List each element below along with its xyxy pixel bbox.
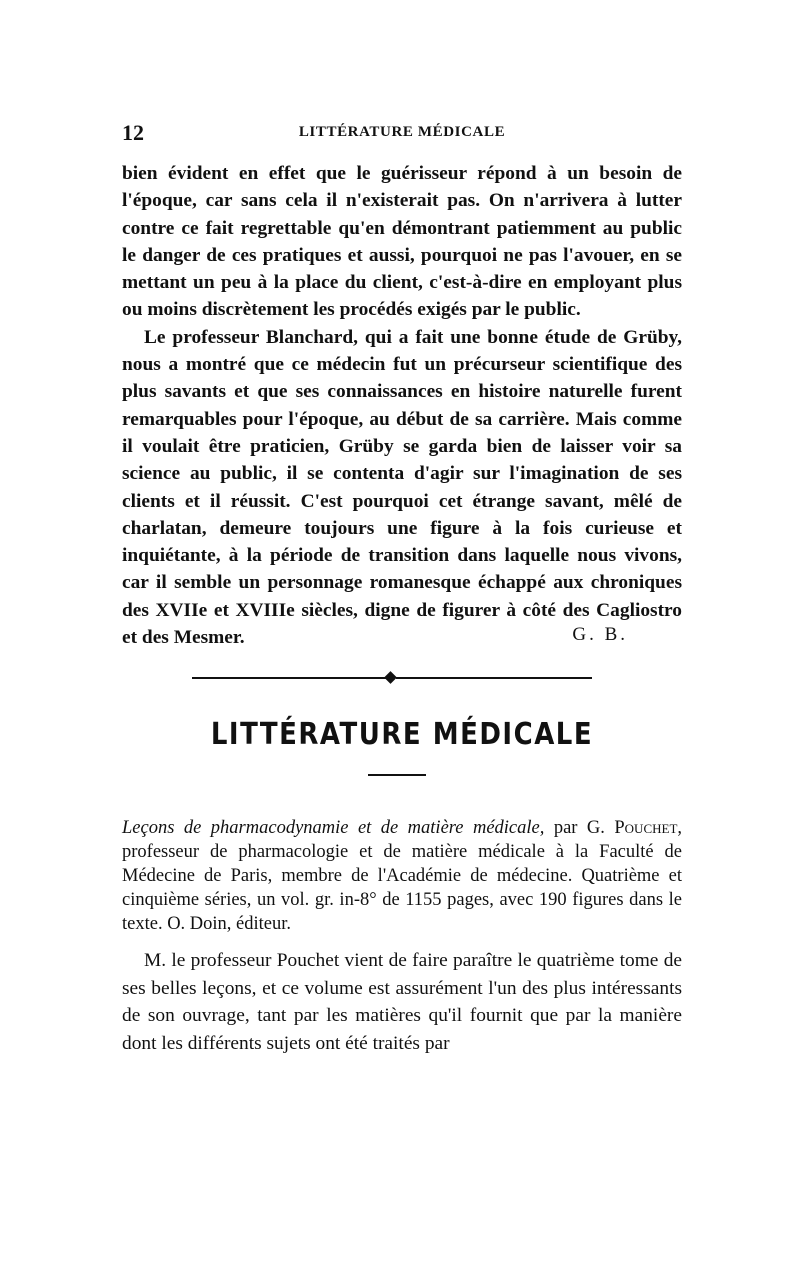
author-signature: G. B. bbox=[572, 624, 628, 645]
running-title: LITTÉRATURE MÉDICALE bbox=[298, 124, 506, 140]
reference-details: , professeur de pharmacologie et de matière médicale à la Faculté de Médecine de Paris, membre de l'Académie de médecine. Quatrième et cinquième séries, un vol. gr. in-8° de 1155 pages, avec 190 figures dans le texte. O. Doin, éditeur. bbox=[122, 818, 683, 934]
reference-text bbox=[122, 816, 682, 936]
review-text bbox=[122, 947, 682, 1057]
book-author: Pouchet bbox=[614, 818, 678, 838]
diamond-ornament-icon bbox=[384, 671, 397, 684]
paragraph: bien évident en effet que le guérisseur répond à un besoin de l'époque, car sans cela il n'existerait pas. On n'arrivera à lutter contre ce fait regrettable qu'en démontrant patiemment au public le danger de ces pratiques et aussi, pourquoi ne pas l'avouer, en se mettant un peu à la place du client, c'est-à-dire en employant plus ou moins discrètement les procédés exigés par le public. bbox=[122, 163, 682, 321]
divider-line-left bbox=[192, 677, 388, 679]
divider-line-right bbox=[396, 677, 592, 679]
running-header bbox=[122, 120, 682, 144]
book-reference bbox=[122, 816, 682, 936]
ornamental-divider bbox=[192, 671, 592, 685]
section-heading: LITTÉRATURE MÉDICALE bbox=[210, 717, 594, 753]
paragraph: M. le professeur Pouchet vient de faire paraître le quatrième tome de ses belles leçons, et ce volume est assurément l'un des plus intéressants de son ouvrage, tant par les matières qu'il fournit que par la manière dont les différents sujets ont été traités par bbox=[122, 950, 682, 1054]
heading-underline bbox=[368, 774, 426, 776]
book-title: Leçons de pharmacodynamie et de matière médicale, bbox=[122, 818, 545, 838]
paragraph: Le professeur Blanchard, qui a fait une bonne étude de Grüby, nous a montré que ce médecin fut un précurseur scientifique des plus savants et que ses connaissances en histoire naturelle furent remarquables pour l'époque, au début de sa carrière. Mais comme il voulait être praticien, Grüby se garda bien de laisser voir sa science au public, il se contenta d'agir sur l'imagination de ses clients et il réussit. C'est pourquoi cet étrange savant, mêlé de charlatan, demeure toujours une figure à la fois curieuse et inquiétante, à la période de transition dans laquelle nous vivons, car il semble un personnage romanesque échappé aux chroniques des XVIIe et XVIIIe siècles, digne de figurer à côté des Cagliostro et des Mesmer. bbox=[122, 326, 682, 649]
reference-by: par G. bbox=[544, 818, 615, 838]
page-number: 12 bbox=[122, 120, 144, 145]
article-conclusion bbox=[122, 160, 682, 651]
